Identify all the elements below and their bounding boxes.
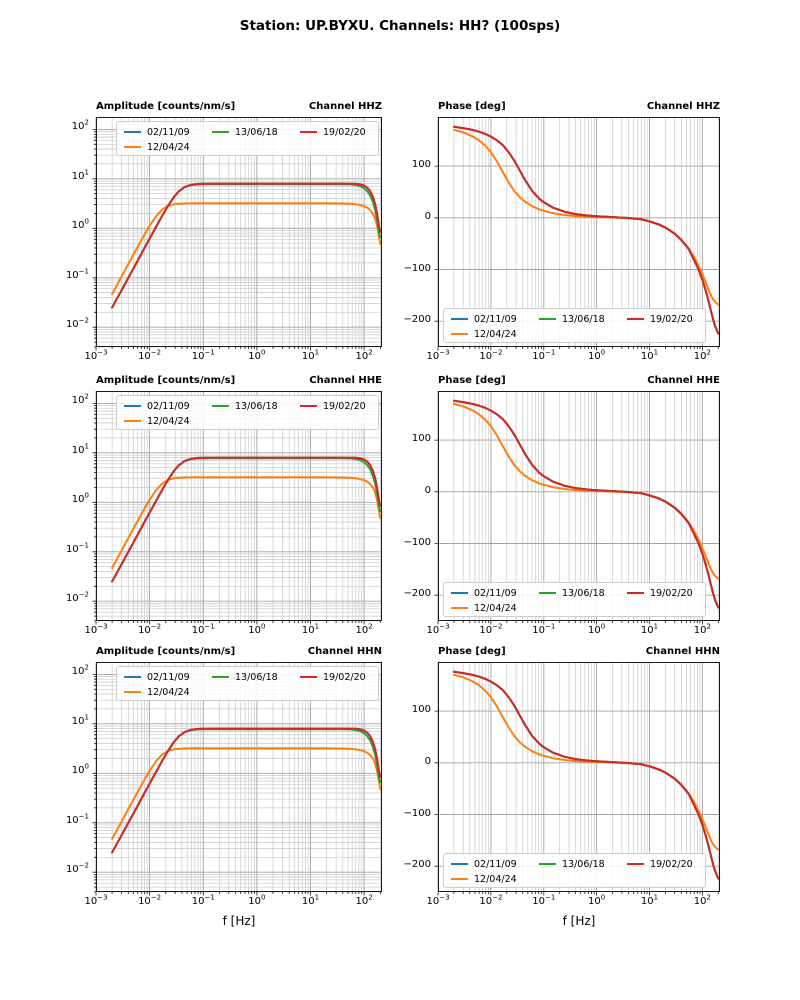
y-tick-label: $10^0$	[71, 762, 89, 777]
legend-entry	[212, 399, 278, 413]
legend	[443, 308, 706, 343]
x-axis-label: f [Hz]	[562, 914, 596, 928]
x-tick-label: $10^1$	[301, 622, 320, 636]
subplot-phase-hhe	[403, 375, 720, 636]
x-tick-label: $10^2$	[355, 893, 373, 907]
axis-ticks	[93, 400, 381, 624]
y-tick-label: −200	[403, 588, 431, 600]
legend-entry-label: 19/02/20	[650, 313, 693, 325]
legend-line-sample	[627, 318, 644, 321]
response-curve-12-04-24	[454, 404, 718, 579]
x-tick-label: $10^{-1}$	[191, 348, 215, 362]
x-tick-label: $10^1$	[301, 348, 320, 362]
x-tick-label: $10^2$	[355, 348, 373, 362]
legend-line-sample	[124, 420, 141, 423]
legend-entry	[300, 125, 366, 139]
legend-line-sample	[212, 131, 229, 134]
legend-line-sample	[300, 131, 317, 134]
y-tick-label: $10^{-1}$	[65, 267, 89, 281]
legend-line-sample	[124, 691, 141, 694]
legend-entry-label: 02/11/09	[147, 126, 190, 138]
legend-entry-label: 12/04/24	[474, 873, 517, 885]
legend-entry	[451, 312, 517, 326]
axis-title: Amplitude [counts/nm/s]	[96, 375, 236, 386]
response-curve-12-04-24	[454, 130, 718, 305]
x-tick-label: $10^{-1}$	[191, 622, 215, 636]
legend-line-sample	[212, 405, 229, 408]
legend-entry	[124, 140, 190, 154]
legend-entry-label: 19/02/20	[650, 587, 693, 599]
legend-entry-label: 13/06/18	[562, 858, 605, 870]
x-tick-label: $10^0$	[248, 893, 266, 907]
legend-entry	[212, 670, 278, 684]
legend-line-sample	[124, 131, 141, 134]
legend-entry	[539, 586, 605, 600]
legend	[116, 121, 379, 156]
y-tick-label: $10^2$	[71, 664, 89, 678]
channel-label: Channel HHZ	[308, 101, 382, 112]
x-tick-label: $10^{-1}$	[532, 622, 556, 636]
y-tick-label: −100	[403, 262, 431, 274]
y-tick-label: 0	[424, 755, 431, 767]
legend-entry	[300, 399, 366, 413]
legend-entry-label: 12/04/24	[147, 415, 190, 427]
axis-title: Phase [deg]	[438, 646, 506, 657]
y-tick-label: $10^{-2}$	[65, 590, 89, 605]
x-tick-label: $10^2$	[355, 622, 373, 636]
legend-entry	[539, 857, 605, 871]
legend-entry-label: 02/11/09	[474, 587, 517, 599]
legend-entry-label: 13/06/18	[235, 400, 278, 412]
x-tick-label: $10^{-1}$	[191, 893, 215, 907]
x-tick-label: $10^{-2}$	[138, 893, 162, 907]
channel-label: Channel HHN	[307, 646, 382, 657]
x-tick-label: $10^{-3}$	[84, 622, 108, 636]
y-tick-label: $10^2$	[71, 119, 89, 133]
response-curve-12-04-24	[454, 675, 718, 850]
legend-entry-label: 13/06/18	[235, 126, 278, 138]
legend-line-sample	[124, 405, 141, 408]
x-tick-label: $10^{-1}$	[532, 348, 556, 362]
x-tick-label: $10^1$	[301, 893, 320, 907]
legend-line-sample	[451, 878, 468, 881]
y-tick-label: $10^{-1}$	[65, 812, 89, 826]
y-tick-label: $10^1$	[71, 713, 89, 727]
x-tick-label: $10^2$	[693, 622, 711, 636]
legend-entry-label: 19/02/20	[323, 400, 366, 412]
axis-ticks	[93, 126, 381, 350]
legend-entry-label: 19/02/20	[323, 126, 366, 138]
x-tick-label: $10^{-2}$	[479, 893, 503, 907]
x-tick-label: $10^0$	[248, 622, 266, 636]
x-tick-label: $10^0$	[248, 348, 266, 362]
x-tick-label: $10^{-3}$	[426, 622, 450, 636]
x-tick-label: $10^{-2}$	[138, 622, 162, 636]
legend-entry	[627, 312, 693, 326]
x-tick-label: $10^1$	[640, 622, 659, 636]
x-tick-label: $10^{-2}$	[479, 622, 503, 636]
y-tick-label: −100	[403, 536, 431, 548]
legend-entry	[451, 601, 517, 615]
x-tick-label: $10^{-3}$	[426, 893, 450, 907]
legend-line-sample	[212, 676, 229, 679]
axis-title: Amplitude [counts/nm/s]	[96, 646, 236, 657]
legend-entry	[212, 125, 278, 139]
x-tick-label: $10^1$	[640, 348, 659, 362]
legend-entry	[124, 414, 190, 428]
legend-line-sample	[627, 863, 644, 866]
legend-entry	[451, 872, 517, 886]
channel-label: Channel HHE	[309, 375, 382, 386]
y-tick-label: 0	[424, 484, 431, 496]
x-tick-label: $10^{-1}$	[532, 893, 556, 907]
x-tick-label: $10^{-3}$	[426, 348, 450, 362]
legend-entry	[451, 327, 517, 341]
x-axis-label: f [Hz]	[222, 914, 256, 928]
figure-title: Station: UP.BYXU. Channels: HH? (100sps)	[239, 18, 561, 34]
response-curve-12-04-24	[112, 203, 380, 294]
axis-title: Amplitude [counts/nm/s]	[96, 101, 236, 112]
y-tick-label: 100	[411, 433, 431, 445]
x-tick-label: $10^0$	[587, 622, 606, 636]
y-tick-label: $10^{-1}$	[65, 541, 89, 555]
x-tick-label: $10^{-2}$	[138, 348, 162, 362]
channel-label: Channel HHE	[647, 375, 720, 386]
response-curve-12-04-24	[112, 748, 380, 839]
y-tick-label: −100	[403, 807, 431, 819]
legend-line-sample	[627, 592, 644, 595]
channel-label: Channel HHN	[645, 646, 720, 657]
axis-ticks	[93, 671, 381, 895]
legend-entry-label: 13/06/18	[562, 313, 605, 325]
legend-line-sample	[124, 146, 141, 149]
x-tick-label: $10^{-2}$	[479, 348, 503, 362]
legend	[116, 666, 379, 701]
channel-label: Channel HHZ	[646, 101, 720, 112]
response-curve-12-04-24	[112, 477, 380, 568]
x-tick-label: $10^1$	[640, 893, 659, 907]
y-tick-label: $10^0$	[71, 217, 89, 232]
legend-line-sample	[451, 592, 468, 595]
legend-entry	[124, 125, 190, 139]
legend-entry-label: 12/04/24	[474, 602, 517, 614]
x-tick-label: $10^{-3}$	[84, 893, 108, 907]
legend-entry	[451, 586, 517, 600]
legend-entry	[124, 685, 190, 699]
legend-entry	[627, 857, 693, 871]
y-tick-label: 0	[424, 210, 431, 222]
legend-entry	[539, 312, 605, 326]
legend-entry-label: 12/04/24	[147, 141, 190, 153]
legend-entry	[451, 857, 517, 871]
legend-line-sample	[451, 333, 468, 336]
subplot-phase-hhz	[403, 101, 720, 362]
legend-entry-label: 02/11/09	[147, 400, 190, 412]
legend-entry-label: 13/06/18	[562, 587, 605, 599]
legend-entry-label: 13/06/18	[235, 671, 278, 683]
legend-line-sample	[300, 405, 317, 408]
x-tick-label: $10^0$	[587, 348, 606, 362]
legend-entry-label: 02/11/09	[147, 671, 190, 683]
legend-entry	[627, 586, 693, 600]
y-tick-label: $10^0$	[71, 491, 89, 506]
x-tick-label: $10^{-3}$	[84, 348, 108, 362]
legend-line-sample	[300, 676, 317, 679]
legend-entry	[124, 399, 190, 413]
legend-line-sample	[124, 676, 141, 679]
y-tick-label: $10^1$	[71, 442, 89, 456]
legend-line-sample	[451, 607, 468, 610]
legend-entry-label: 19/02/20	[323, 671, 366, 683]
legend	[443, 582, 706, 617]
legend-entry-label: 02/11/09	[474, 313, 517, 325]
subplot-amplitude-hhe	[65, 375, 382, 636]
y-tick-label: $10^{-2}$	[65, 316, 89, 331]
y-tick-label: $10^2$	[71, 393, 89, 407]
y-tick-label: −200	[403, 314, 431, 326]
legend	[443, 853, 706, 888]
legend-entry-label: 19/02/20	[650, 858, 693, 870]
legend-line-sample	[539, 592, 556, 595]
legend-line-sample	[539, 318, 556, 321]
x-tick-label: $10^2$	[693, 893, 711, 907]
legend-line-sample	[451, 863, 468, 866]
legend-line-sample	[539, 863, 556, 866]
subplot-amplitude-hhn	[65, 646, 382, 928]
legend-entry-label: 12/04/24	[474, 328, 517, 340]
legend-entry-label: 02/11/09	[474, 858, 517, 870]
y-tick-label: 100	[411, 159, 431, 171]
legend-entry	[300, 670, 366, 684]
axis-title: Phase [deg]	[438, 101, 506, 112]
y-tick-label: $10^1$	[71, 168, 89, 182]
y-tick-label: 100	[411, 704, 431, 716]
x-tick-label: $10^0$	[587, 893, 606, 907]
x-tick-label: $10^2$	[693, 348, 711, 362]
legend-entry-label: 12/04/24	[147, 686, 190, 698]
subplot-amplitude-hhz	[65, 101, 382, 362]
legend	[116, 395, 379, 430]
axis-title: Phase [deg]	[438, 375, 506, 386]
y-tick-label: $10^{-2}$	[65, 861, 89, 876]
legend-line-sample	[451, 318, 468, 321]
subplot-phase-hhn	[403, 646, 720, 928]
y-tick-label: −200	[403, 859, 431, 871]
legend-entry	[124, 670, 190, 684]
